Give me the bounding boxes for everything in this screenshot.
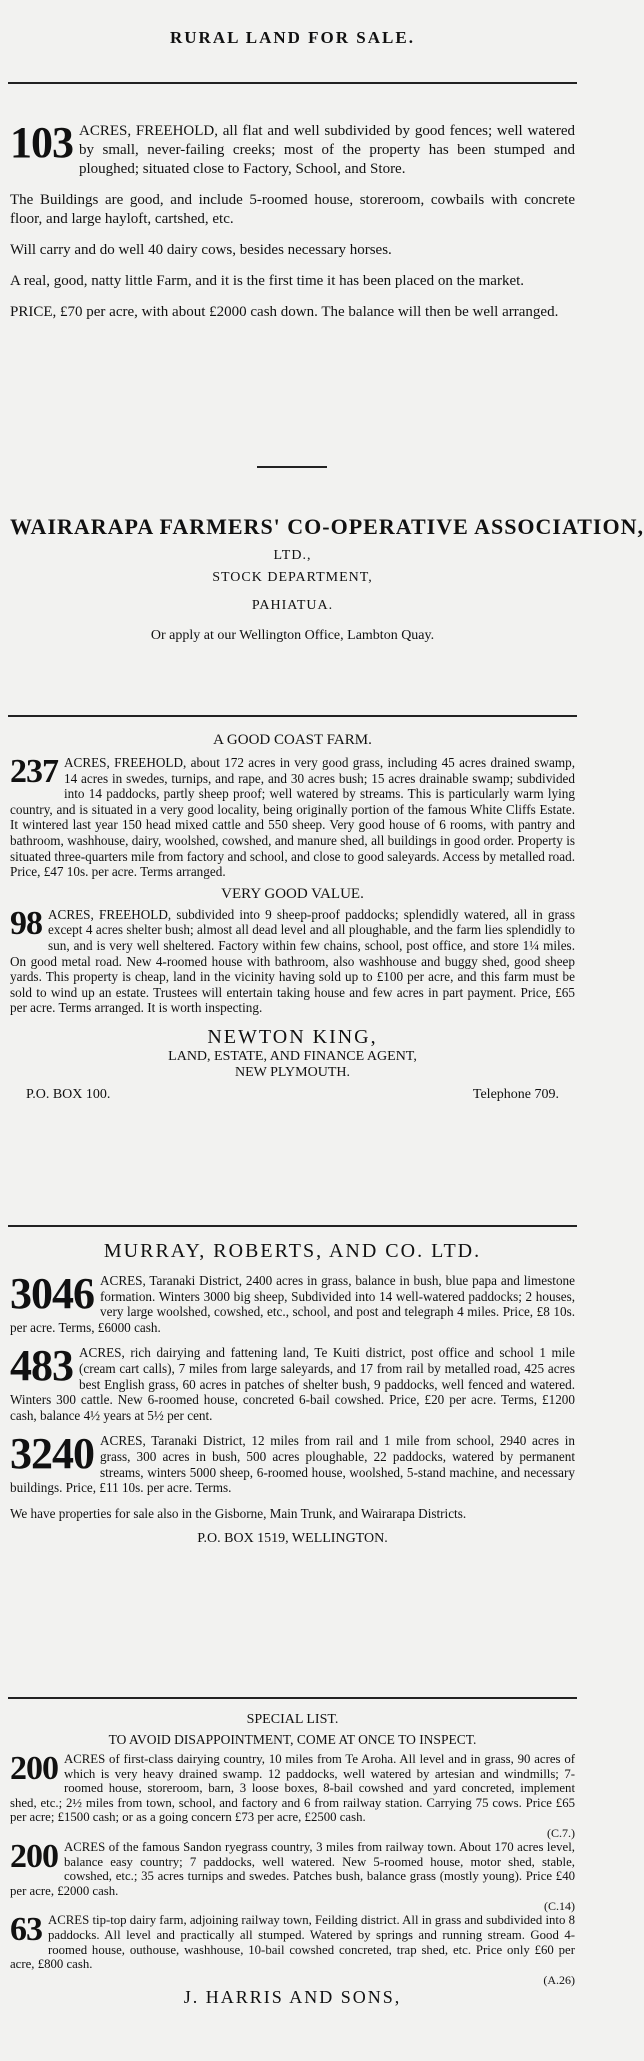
divider — [8, 1225, 577, 1227]
ad-murray-roberts — [10, 1240, 575, 1695]
advertiser-department: STOCK DEPARTMENT, — [212, 570, 373, 585]
agent-town: NEW PLYMOUTH. — [234, 1064, 350, 1080]
divider — [8, 1697, 577, 1699]
agent-description: LAND, ESTATE, AND FINANCE AGENT, — [168, 1048, 417, 1064]
advertiser-name: WAIRARAPA FARMERS' CO-OPERATIVE ASSOCIATION, — [10, 514, 644, 539]
ad-rural-land — [10, 28, 575, 48]
listing-text: ACRES tip-top dairy farm, adjoining railway town, Feilding district. All in grass and subdivided into 8 paddocks. All level and practically all stumped. Watered by springs and running stream. Good 4-roomed house, outhouse, washhouse, 10-bail cowshed concreted, trap shed, etc. Price only £60 per acre, £800 cash. — [10, 1913, 575, 1972]
ad-newton-king — [10, 732, 575, 1252]
listing-text: The Buildings are good, and include 5-roomed house, storeroom, cowbails with concrete floor, and large hayloft, cartshed, etc. — [10, 192, 575, 227]
address: P.O. BOX 1519, WELLINGTON. — [197, 1531, 388, 1547]
ad-special-list — [10, 1712, 575, 2061]
listing-text: ACRES, Taranaki District, 12 miles from rail and 1 mile from school, 2940 acres in grass, 300 acres in bush, 500 acres ploughable, 22 paddocks, watered by permanent streams, winters 5000 sheep, 6-roomed house, woolshed, 5-stand machine, and necessary buildings. Price, £11 10s. per acre. Terms. — [10, 1433, 575, 1496]
advertiser-office: Or apply at our Wellington Office, Lambton Quay. — [150, 628, 435, 643]
advertiser-name: MURRAY, ROBERTS, AND CO. LTD. — [103, 1240, 482, 1262]
listing-text: ACRES, FREEHOLD, subdivided into 9 sheep-proof paddocks; splendidly watered, all in grass except 4 acres shelter bush; almost all dead level and all ploughable, and the farm lies splendidly to sun, and is very well sheltered. Factory within few chains, school, post office, and store 1¼ miles. On good metal road. New 4-roomed house with bathroom, also washhouse and buggy shed, good sheep yards. This property is cheap, land in the vicinity having sold up to £100 per acre, and this farm must be sold to wind up an estate. Trustees will entertain taking house and few acres in part payment. Price, £65 per acre. Terms arranged. It is worth inspecting. — [10, 906, 575, 1016]
note: We have properties for sale also in the Gisborne, Main Trunk, and Wairarapa Districts. — [10, 1505, 467, 1521]
section-heading: SPECIAL LIST. — [246, 1712, 339, 1727]
listing-text: ACRES of first-class dairying country, 10 miles from Te Aroha. All level and in grass, 90 acres of which is very heavy drained swamp. 12 paddocks, well watered by artesian and windmills; 7-roomed house, storeroom, barn, 3 loose boxes, 8-bail cowshed and yard concreted, implement shed, etc.; 2½ miles from town, school, and factory and 6 from railway station. Carrying 75 cows. Price £65 per acre; £1500 cash; or as a going concern £73 per acre, £2500 cash. — [10, 1752, 575, 1825]
listing-text: Will carry and do well 40 dairy cows, besides necessary horses. — [10, 242, 392, 258]
reference: (A.26) — [543, 1972, 575, 1987]
lot-number: 237 — [10, 753, 58, 790]
lot-number: 98 — [10, 904, 42, 942]
lot-number: 200 — [10, 1750, 58, 1787]
section-subheading: TO AVOID DISAPPOINTMENT, COME AT ONCE TO INSPECT. — [108, 1732, 477, 1747]
telephone: Telephone 709. — [472, 1086, 559, 1102]
advertiser-ltd: LTD., — [273, 548, 312, 563]
lot-number: 103 — [10, 118, 73, 167]
agent-name: J. HARRIS AND SONS, — [183, 1986, 402, 2007]
ad-advertiser — [10, 514, 644, 644]
divider — [8, 715, 577, 717]
ad-rural-land-body — [10, 118, 575, 422]
listing-text: A real, good, natty little Farm, and it is the first time it has been placed on the market. — [10, 273, 525, 289]
ad-heading: RURAL LAND FOR SALE. — [170, 28, 415, 47]
lot-number: 63 — [10, 1911, 42, 1949]
section-heading: VERY GOOD VALUE. — [221, 885, 364, 902]
listing-text: ACRES, Taranaki District, 2400 acres in grass, balance in bush, blue papa and limestone formation. Winters 3000 big sheep, Subdivided into 14 well-watered paddocks; 2 houses, very large woolshed, cowshed, etc., school, and post and telegraph 4 miles. Price, £8 10s. per acre. Terms, £6000 cash. — [10, 1273, 575, 1335]
reference: (C.7.) — [547, 1825, 575, 1840]
short-divider — [257, 466, 327, 468]
advertiser-town: PAHIATUA. — [251, 598, 334, 613]
po-box: P.O. BOX 100. — [26, 1086, 111, 1102]
agent-name: NEWTON KING, — [207, 1025, 378, 1048]
lot-number: 483 — [10, 1341, 73, 1391]
divider — [8, 82, 577, 84]
listing-text: ACRES, FREEHOLD, about 172 acres in very good grass, including 45 acres drained swamp, 14 acres in swedes, turnips, and rape, and 30 acres bush; 15 acres drainable swamp; subdivided into 14 paddocks, partly sheep proof; well watered by streams. This is particularly warm lying country, and is situated in a very good locality, being originally portion of the famous White Cliffs Estate. It wintered last year 150 head mixed cattle and 550 sheep. Very good house of 6 rooms, with pantry and bathroom, washhouse, dairy, woolshed, cowshed, and manure shed, all buildings in good order. Property is situated three-quarters mile from factory and school, and close to good saleyards. Access by metalled road. Price, £47 10s. per acre. Terms arranged. — [10, 755, 575, 880]
listing-text: ACRES, FREEHOLD, all flat and well subdivided by good fences; well watered by small, never-failing creeks; most of the property has been stumped and ploughed; situated close to Factory, School, and Store. — [79, 123, 575, 177]
lot-number: 3240 — [10, 1429, 94, 1479]
listing-text: ACRES, rich dairying and fattening land, Te Kuiti district, post office and school 1 mile (cream cart calls), 7 miles from large saleyards, and 17 from rail by metalled road, 425 acres best English grass, 60 acres in patches of shelter bush, 9 paddocks, well fenced and watered. Winters 300 cattle. New 6-roomed house, concreted 6-bail cowshed. Price, £20 per acre. Terms, £1200 cash, balance 4½ years at 5½ per cent. — [10, 1345, 575, 1423]
listing-text: ACRES of the famous Sandon ryegrass country, 3 miles from railway town. About 170 acres level, balance easy country; 7 paddocks, well watered. New 5-roomed house, motor shed, stable, cowshed, etc.; 35 acres turnips and swedes. Patches bush, balance grass (mostly young). Price £40 per acre, £2000 cash. — [10, 1839, 575, 1898]
lot-number: 200 — [10, 1837, 58, 1875]
reference: (C.14) — [544, 1899, 575, 1914]
lot-number: 3046 — [10, 1269, 94, 1318]
section-heading: A GOOD COAST FARM. — [213, 732, 372, 748]
listing-price: PRICE, £70 per acre, with about £2000 cash down. The balance will then be well arranged. — [10, 304, 559, 320]
